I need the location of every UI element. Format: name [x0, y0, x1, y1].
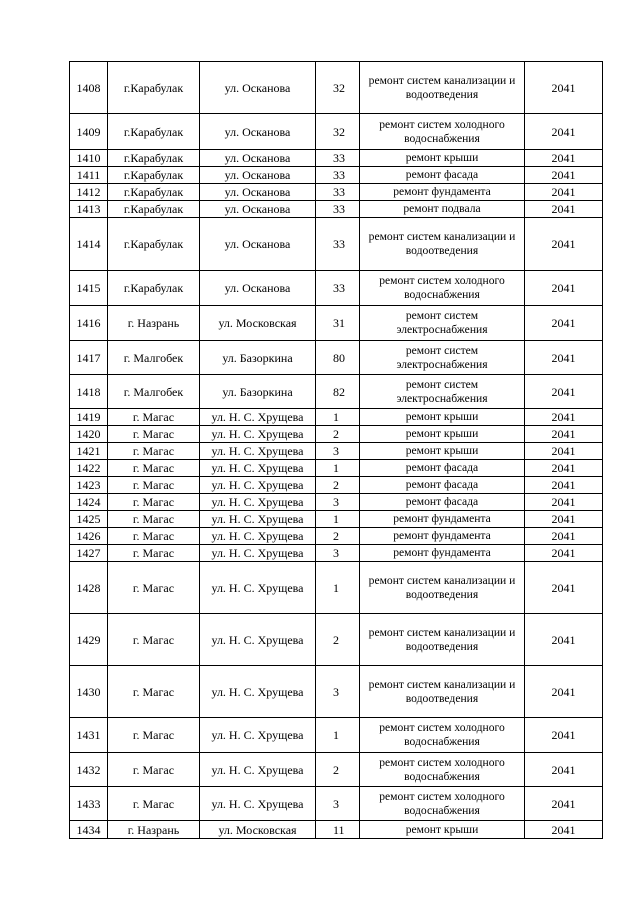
year-cell: 2041 [525, 666, 603, 718]
street-cell: ул. Н. С. Хрущева [200, 614, 316, 666]
house-number-cell: 3 [316, 443, 360, 460]
street-cell: ул. Осканова [200, 62, 316, 114]
table-row [70, 753, 603, 787]
year-cell: 2041 [525, 477, 603, 494]
row-number-cell: 1415 [70, 271, 108, 306]
work-type-cell: ремонт фундамента [360, 511, 525, 528]
street-cell: ул. Н. С. Хрущева [200, 477, 316, 494]
year-cell: 2041 [525, 114, 603, 150]
row-number-cell: 1412 [70, 184, 108, 201]
city-cell: г.Карабулак [108, 218, 200, 271]
street-cell: ул. Н. С. Хрущева [200, 426, 316, 443]
street-cell: ул. Базоркина [200, 375, 316, 409]
work-type-cell: ремонт фасада [360, 167, 525, 184]
work-type-cell: ремонт систем холодного водоснабжения [360, 753, 525, 787]
work-type-cell: ремонт систем электроснабжения [360, 306, 525, 341]
street-cell: ул. Н. С. Хрущева [200, 718, 316, 753]
year-cell: 2041 [525, 718, 603, 753]
year-cell: 2041 [525, 218, 603, 271]
year-cell: 2041 [525, 562, 603, 614]
table-row [70, 460, 603, 477]
work-type-cell: ремонт фасада [360, 477, 525, 494]
street-cell: ул. Н. С. Хрущева [200, 545, 316, 562]
row-number-cell: 1428 [70, 562, 108, 614]
city-cell: г.Карабулак [108, 184, 200, 201]
row-number-cell: 1408 [70, 62, 108, 114]
year-cell: 2041 [525, 375, 603, 409]
work-type-cell: ремонт фундамента [360, 545, 525, 562]
city-cell: г. Магас [108, 666, 200, 718]
house-number-cell: 1 [316, 409, 360, 426]
work-type-cell: ремонт систем канализации и водоотведения [360, 218, 525, 271]
house-number-cell: 33 [316, 184, 360, 201]
house-number-cell: 2 [316, 753, 360, 787]
house-number-cell: 33 [316, 271, 360, 306]
house-number-cell: 1 [316, 460, 360, 477]
city-cell: г. Магас [108, 528, 200, 545]
year-cell: 2041 [525, 271, 603, 306]
table-row [70, 511, 603, 528]
house-number-cell: 2 [316, 477, 360, 494]
house-number-cell: 31 [316, 306, 360, 341]
city-cell: г. Магас [108, 460, 200, 477]
table-row [70, 477, 603, 494]
row-number-cell: 1419 [70, 409, 108, 426]
house-number-cell: 33 [316, 218, 360, 271]
house-number-cell: 3 [316, 494, 360, 511]
table-row [70, 443, 603, 460]
year-cell: 2041 [525, 201, 603, 218]
row-number-cell: 1422 [70, 460, 108, 477]
table-row [70, 409, 603, 426]
work-type-cell: ремонт фасада [360, 460, 525, 477]
row-number-cell: 1434 [70, 821, 108, 839]
year-cell: 2041 [525, 306, 603, 341]
street-cell: ул. Н. С. Хрущева [200, 787, 316, 821]
work-type-cell: ремонт крыши [360, 426, 525, 443]
year-cell: 2041 [525, 545, 603, 562]
table-row [70, 62, 603, 114]
year-cell: 2041 [525, 821, 603, 839]
street-cell: ул. Московская [200, 306, 316, 341]
row-number-cell: 1426 [70, 528, 108, 545]
row-number-cell: 1424 [70, 494, 108, 511]
year-cell: 2041 [525, 150, 603, 167]
house-number-cell: 33 [316, 201, 360, 218]
year-cell: 2041 [525, 443, 603, 460]
table-row [70, 167, 603, 184]
table-row [70, 528, 603, 545]
row-number-cell: 1430 [70, 666, 108, 718]
city-cell: г. Малгобек [108, 341, 200, 375]
house-number-cell: 3 [316, 545, 360, 562]
table-row [70, 562, 603, 614]
work-type-cell: ремонт крыши [360, 821, 525, 839]
house-number-cell: 3 [316, 787, 360, 821]
street-cell: ул. Н. С. Хрущева [200, 460, 316, 477]
street-cell: ул. Н. С. Хрущева [200, 562, 316, 614]
table-row [70, 341, 603, 375]
street-cell: ул. Осканова [200, 167, 316, 184]
city-cell: г.Карабулак [108, 271, 200, 306]
year-cell: 2041 [525, 409, 603, 426]
year-cell: 2041 [525, 494, 603, 511]
city-cell: г. Магас [108, 718, 200, 753]
work-type-cell: ремонт крыши [360, 443, 525, 460]
city-cell: г. Магас [108, 614, 200, 666]
row-number-cell: 1410 [70, 150, 108, 167]
city-cell: г. Магас [108, 753, 200, 787]
city-cell: г. Магас [108, 787, 200, 821]
year-cell: 2041 [525, 184, 603, 201]
table-row [70, 184, 603, 201]
house-number-cell: 33 [316, 150, 360, 167]
work-type-cell: ремонт крыши [360, 150, 525, 167]
work-type-cell: ремонт систем холодного водоснабжения [360, 718, 525, 753]
row-number-cell: 1409 [70, 114, 108, 150]
house-number-cell: 33 [316, 167, 360, 184]
house-number-cell: 32 [316, 114, 360, 150]
city-cell: г.Карабулак [108, 167, 200, 184]
table-row [70, 375, 603, 409]
table-row [70, 545, 603, 562]
year-cell: 2041 [525, 341, 603, 375]
row-number-cell: 1413 [70, 201, 108, 218]
year-cell: 2041 [525, 753, 603, 787]
street-cell: ул. Н. С. Хрущева [200, 666, 316, 718]
table-row [70, 150, 603, 167]
street-cell: ул. Н. С. Хрущева [200, 494, 316, 511]
city-cell: г. Малгобек [108, 375, 200, 409]
house-number-cell: 32 [316, 62, 360, 114]
street-cell: ул. Базоркина [200, 341, 316, 375]
row-number-cell: 1432 [70, 753, 108, 787]
house-number-cell: 2 [316, 426, 360, 443]
house-number-cell: 2 [316, 614, 360, 666]
table-row [70, 666, 603, 718]
city-cell: г.Карабулак [108, 201, 200, 218]
street-cell: ул. Н. С. Хрущева [200, 409, 316, 426]
row-number-cell: 1431 [70, 718, 108, 753]
year-cell: 2041 [525, 167, 603, 184]
table-body [70, 62, 603, 839]
street-cell: ул. Н. С. Хрущева [200, 511, 316, 528]
row-number-cell: 1416 [70, 306, 108, 341]
work-type-cell: ремонт систем холодного водоснабжения [360, 114, 525, 150]
city-cell: г. Магас [108, 426, 200, 443]
work-type-cell: ремонт систем электроснабжения [360, 341, 525, 375]
city-cell: г.Карабулак [108, 150, 200, 167]
year-cell: 2041 [525, 787, 603, 821]
street-cell: ул. Н. С. Хрущева [200, 443, 316, 460]
work-type-cell: ремонт систем канализации и водоотведения [360, 562, 525, 614]
city-cell: г. Магас [108, 562, 200, 614]
house-number-cell: 3 [316, 666, 360, 718]
row-number-cell: 1429 [70, 614, 108, 666]
table-row [70, 787, 603, 821]
row-number-cell: 1421 [70, 443, 108, 460]
year-cell: 2041 [525, 460, 603, 477]
table-row [70, 494, 603, 511]
city-cell: г.Карабулак [108, 114, 200, 150]
row-number-cell: 1427 [70, 545, 108, 562]
city-cell: г. Магас [108, 511, 200, 528]
house-number-cell: 1 [316, 511, 360, 528]
table-row [70, 718, 603, 753]
work-type-cell: ремонт фундамента [360, 528, 525, 545]
city-cell: г. Магас [108, 443, 200, 460]
table-row [70, 821, 603, 839]
house-number-cell: 1 [316, 562, 360, 614]
work-type-cell: ремонт систем канализации и водоотведения [360, 666, 525, 718]
year-cell: 2041 [525, 62, 603, 114]
work-type-cell: ремонт крыши [360, 409, 525, 426]
work-type-cell: ремонт систем холодного водоснабжения [360, 787, 525, 821]
table-row [70, 271, 603, 306]
house-number-cell: 80 [316, 341, 360, 375]
row-number-cell: 1425 [70, 511, 108, 528]
house-number-cell: 11 [316, 821, 360, 839]
street-cell: ул. Осканова [200, 150, 316, 167]
city-cell: г. Магас [108, 545, 200, 562]
year-cell: 2041 [525, 511, 603, 528]
street-cell: ул. Осканова [200, 218, 316, 271]
street-cell: ул. Осканова [200, 201, 316, 218]
street-cell: ул. Н. С. Хрущева [200, 753, 316, 787]
work-type-cell: ремонт фасада [360, 494, 525, 511]
city-cell: г.Карабулак [108, 62, 200, 114]
street-cell: ул. Осканова [200, 271, 316, 306]
city-cell: г. Магас [108, 494, 200, 511]
year-cell: 2041 [525, 426, 603, 443]
house-number-cell: 1 [316, 718, 360, 753]
row-number-cell: 1414 [70, 218, 108, 271]
street-cell: ул. Московская [200, 821, 316, 839]
work-type-cell: ремонт подвала [360, 201, 525, 218]
table-row [70, 114, 603, 150]
work-type-cell: ремонт систем канализации и водоотведения [360, 62, 525, 114]
row-number-cell: 1418 [70, 375, 108, 409]
house-number-cell: 82 [316, 375, 360, 409]
row-number-cell: 1423 [70, 477, 108, 494]
table-row [70, 614, 603, 666]
year-cell: 2041 [525, 614, 603, 666]
street-cell: ул. Осканова [200, 184, 316, 201]
row-number-cell: 1433 [70, 787, 108, 821]
work-type-cell: ремонт систем канализации и водоотведения [360, 614, 525, 666]
row-number-cell: 1417 [70, 341, 108, 375]
work-type-cell: ремонт фундамента [360, 184, 525, 201]
work-type-cell: ремонт систем электроснабжения [360, 375, 525, 409]
street-cell: ул. Осканова [200, 114, 316, 150]
house-number-cell: 2 [316, 528, 360, 545]
row-number-cell: 1420 [70, 426, 108, 443]
row-number-cell: 1411 [70, 167, 108, 184]
table-row [70, 201, 603, 218]
city-cell: г. Назрань [108, 821, 200, 839]
city-cell: г. Назрань [108, 306, 200, 341]
work-type-cell: ремонт систем холодного водоснабжения [360, 271, 525, 306]
table-row [70, 306, 603, 341]
street-cell: ул. Н. С. Хрущева [200, 528, 316, 545]
repair-schedule-table [69, 61, 603, 839]
city-cell: г. Магас [108, 409, 200, 426]
table-row [70, 218, 603, 271]
city-cell: г. Магас [108, 477, 200, 494]
table-row [70, 426, 603, 443]
year-cell: 2041 [525, 528, 603, 545]
